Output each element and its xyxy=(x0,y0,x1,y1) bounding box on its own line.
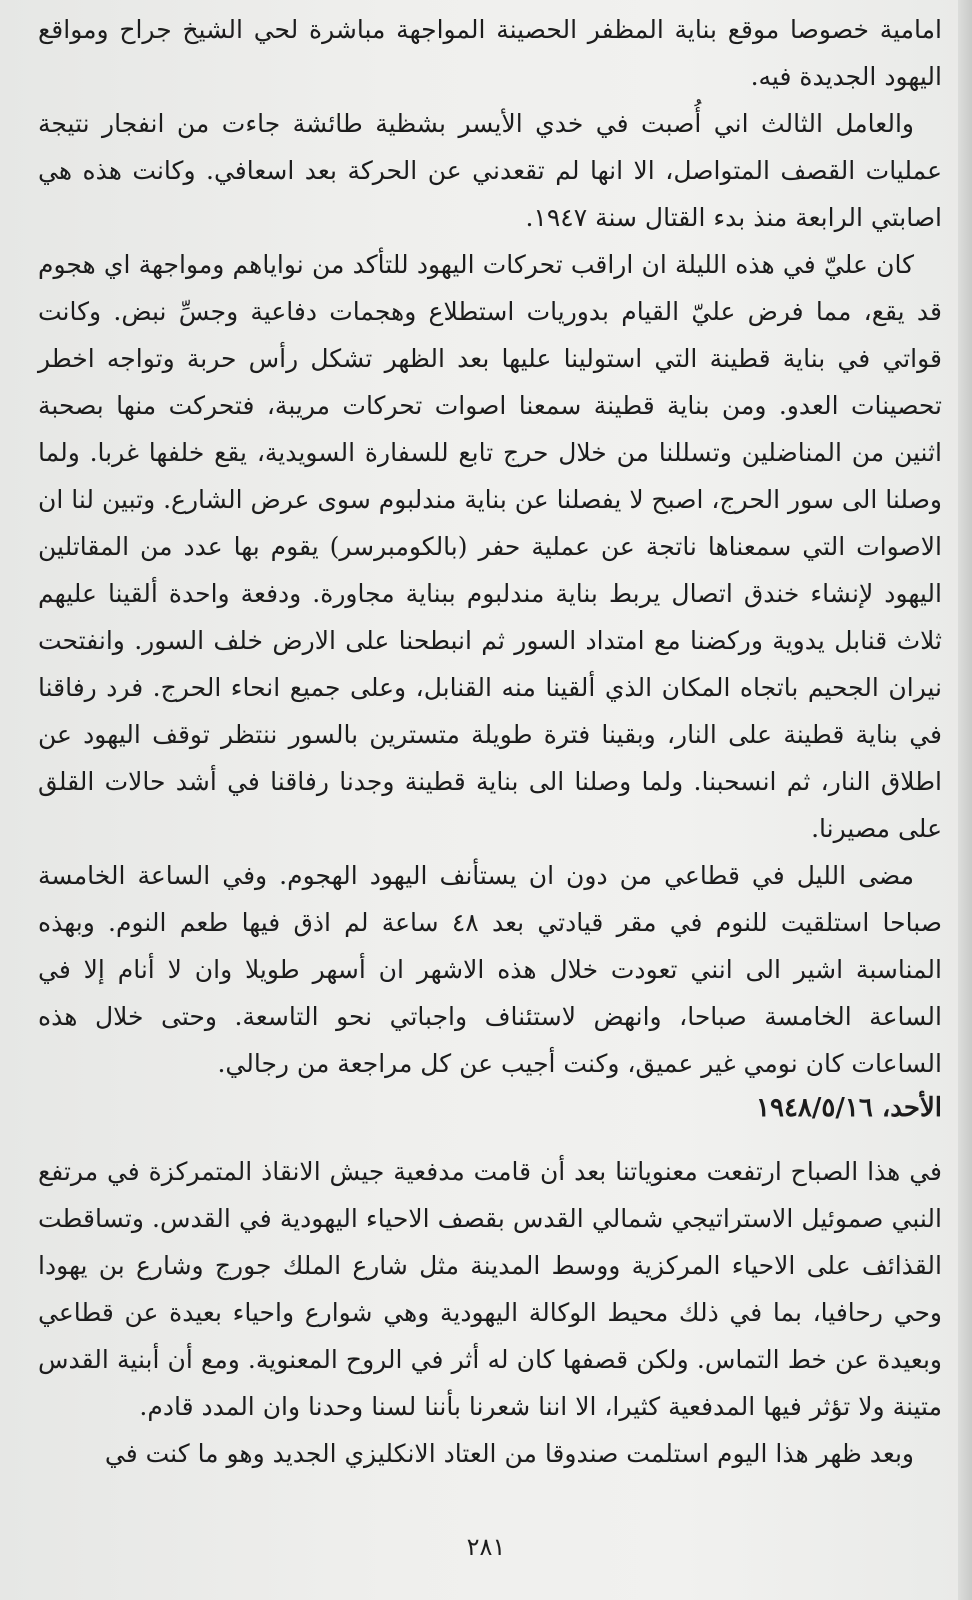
page-number: ٢٨١ xyxy=(466,1533,506,1561)
page-edge xyxy=(958,0,972,1600)
paragraph: وبعد ظهر هذا اليوم استلمت صندوقا من العتاد الانكليزي الجديد وهو ما كنت في xyxy=(104,1439,914,1468)
paragraph: امامية خصوصا موقع بناية المظفر الحصينة المواجهة مباشرة لحي الشيخ جراح ومواقع اليهود الجديدة فيه. xyxy=(38,15,942,91)
paragraph: كان عليّ في هذه الليلة ان اراقب تحركات اليهود للتأكد من نواياهم ومواجهة اي هجوم قد يقع، مما فرض عليّ القيام بدوريات استطلاع وهجمات دفاعية وجسِّ نبض. وكانت قواتي في بناية قطينة التي استولينا عليها بعد الظهر تشكل رأس حربة وتواجه اخطر تحصينات العدو. ومن بناية قطينة سمعنا اصوات تحركات مريبة، فتحركت منها بصحبة اثنين من المناضلين وتسللنا من خلال حرج تابع للسفارة السويدية، يقع خلفها غربا. ولما وصلنا الى سور الحرج، اصبح لا يفصلنا عن بناية مندلبوم سوى عرض الشارع. وتبين لنا ان الاصوات التي سمعناها ناتجة عن عملية حفر (بالكومبرسر) يقوم بها عدد من المقاتلين اليهود لإنشاء خندق اتصال يربط بناية مندلبوم ببناية مجاورة. ودفعة واحدة ألقينا عليهم ثلاث قنابل يدوية وركضنا مع امتداد السور ثم انبطحنا على الارض خلف السور. وانفتحت نيران الجحيم باتجاه المكان الذي ألقينا منه القنابل، وعلى جميع انحاء الحرج. فرد رفاقنا في بناية قطينة على النار، وبقينا فترة طويلة متسترين بالسور ننتظر توقف اليهود عن اطلاق النار، ثم انسحبنا. ولما وصلنا الى بناية قطينة وجدنا رفاقنا في أشد حالات القلق على مصيرنا. xyxy=(38,250,942,843)
paragraph: مضى الليل في قطاعي من دون ان يستأنف اليهود الهجوم. وفي الساعة الخامسة صباحا استلقيت للنوم في مقر قيادتي بعد ٤٨ ساعة لم اذق فيها طعم النوم. وبهذه المناسبة اشير الى انني تعودت خلال هذه الاشهر ان أسهر طويلا وان لا أنام إلا في الساعة الخامسة صباحا، وانهض لاستئناف واجباتي نحو التاسعة. وحتى خلال هذه الساعات كان نومي غير عميق، وكنت أجيب عن كل مراجعة من رجالي. xyxy=(38,861,943,1078)
text-block-bottom xyxy=(38,1086,942,1477)
text-block-top xyxy=(38,6,942,1087)
date-heading: الأحد، ١٩٤٨/٥/١٦ xyxy=(756,1093,942,1123)
paragraph: في هذا الصباح ارتفعت معنوياتنا بعد أن قامت مدفعية جيش الانقاذ المتمركزة في مرتفع النبي صموئيل الاستراتيجي شمالي القدس بقصف الاحياء اليهودية في القدس. وتساقطت القذائف على الاحياء المركزية ووسط المدينة مثل شارع الملك جورج وشارع بن يهودا وحي رحافيا، بما في ذلك محيط الوكالة اليهودية وهي شوارع واحياء بعيدة عن قطاعي وبعيدة عن خط التماس. ولكن قصفها كان له أثر في الروح المعنوية. ومع أن أبنية القدس متينة ولا تؤثر فيها المدفعية كثيرا، الا اننا شعرنا بأننا لسنا وحدنا وان المدد قادم. xyxy=(38,1157,942,1421)
paragraph: والعامل الثالث اني أُصبت في خدي الأيسر بشظية طائشة جاءت من انفجار نتيجة عمليات القصف المتواصل، الا انها لم تقعدني عن الحركة بعد اسعافي. وكانت هذه هي اصابتي الرابعة منذ بدء القتال سنة ١٩٤٧. xyxy=(38,109,942,232)
